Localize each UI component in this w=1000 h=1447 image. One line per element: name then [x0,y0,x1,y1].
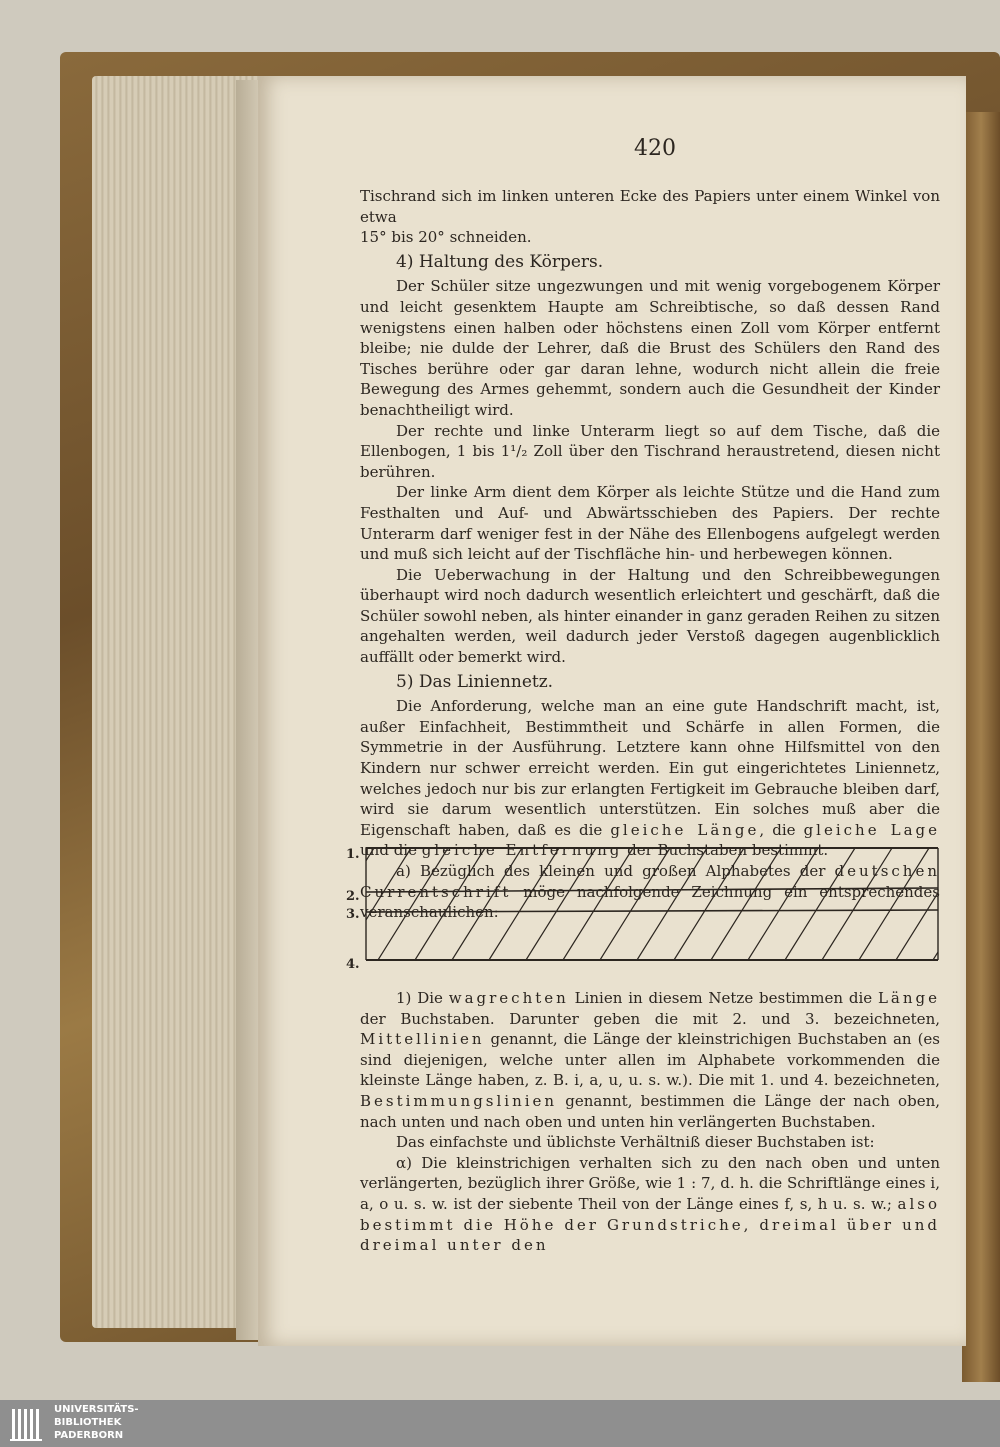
slant-line [489,848,559,960]
after-diagram-paragraph-2: Das einfachste und üblichste Verhältniß dieser Buchstaben ist: [396,1133,875,1152]
text-block-bottom [360,988,940,1256]
section-4-heading: 4) Haltung des Körpers. [396,251,604,272]
page-number: 420 [634,136,676,161]
text-run: α) Die kleinstrichigen verhalten sich zu den nach oben und unten verlängerten, bezüglich ihrer Größe, wie 1 : 7, d. h. die Schriftlänge eines i, a, o u. s. w. ist der siebente Theil von der Länge eines f, s, h u. s. w.; [360,1153,940,1213]
text-run: a) Bezüglich des kleinen und großen Alphabetes der [396,862,835,880]
emphasis-text: gleiche Länge [610,820,760,839]
line-label-2: 2. [346,889,360,904]
slant-line [344,848,411,960]
after-diagram-paragraph-3 [360,1153,940,1256]
slant-line [526,848,596,960]
text-run: und die [360,841,422,860]
text-run: 1) Die [396,989,449,1007]
slant-line [896,848,944,960]
text-run: genannt, bestimmen die Länge der nach oben, nach unten und nach oben und unten hin verlängerten Buchstaben. [360,1091,940,1131]
emphasis-text: Bestimmungslinien [360,1091,558,1110]
after-diagram-paragraph-1 [360,988,940,1132]
library-footer [0,1400,1000,1447]
text-block-top [360,186,940,923]
emphasis-text: also bestimmt die Höhe der Grundstriche, dreimal über und dreimal unter den [360,1194,940,1255]
slant-line [711,848,781,960]
line-2-middle [366,888,938,892]
text-run: möge nachfolgende Zeichnung ein entsprechendes veranschaulichen: [360,882,940,922]
slant-line [415,848,485,960]
book-cover-edge [962,112,1000,1382]
slant-line [637,848,707,960]
emphasis-text: gleiche Lage [803,820,940,839]
slant-line [600,848,670,960]
text-run: der Buchstaben. Darunter geben die mit 2. und 3. bezeichneten, [360,1009,940,1028]
slant-line [378,848,448,960]
slant-line [452,848,522,960]
emphasis-text: wagrechten [448,989,569,1007]
library-name-line-2: BIBLIOTHEK [54,1417,122,1428]
section-4-paragraph-4: Die Ueberwachung in der Haltung und den Schreibbewegungen überhaupt wird noch dadurch wesentlich erleichtert und geschärft, daß die Schüler sowohl neben, als hinter einander in ganz geraden Reihen zu sitzen angehalten werden, weil dadurch jeder Verstoß dagegen augenblicklich auffällt oder bemerkt wird. [360,565,941,667]
slant-line [563,848,633,960]
slant-line [344,848,374,960]
library-name [54,1403,139,1442]
line-grid-diagram [344,840,944,970]
library-name-line-3: PADERBORN [54,1430,124,1441]
intro-line-1: Tischrand sich im linken unteren Ecke des Papiers unter einem Winkel von etwa [360,187,940,226]
line-label-4: 4. [346,957,360,970]
section-4-paragraph-1: Der Schüler sitze ungezwungen und mit wenig vorgebogenem Körper und leicht gesenktem Haupte am Schreibtische, so daß dessen Rand wenigstens einen halben oder höchstens einen Zoll vom Körper entfernt bleibe; nie dulde der Lehrer, daß die Brust des Schülers den Rand des Tisches berühre oder gar daran lehne, wodurch nicht allein die freie Bewegung des Armes gehemmt, sondern auch die Gesundheit der Kinder benachtheiligt wird. [360,277,940,419]
text-run: Die Anforderung, welche man an eine gute Handschrift macht, ist, außer Einfachheit, Bestimmtheit und Schärfe in allen Formen, die Symmetrie in der Ausführung. Letztere kann ohne Hilfsmittel von den Kindern nur schwer erreicht werden. Ein gut eingerichtetes Liniennetz, welches jedoch nur bis zur erlangten Fertigkeit im Gebrauche bleiben darf, wird sie darum wesentlich unterstützen. Ein solches muß aber die Eigenschaft haben, daß es die [360,697,940,839]
section-5-heading: 5) Das Liniennetz. [396,671,554,692]
library-name-line-1: UNIVERSITÄTS- [54,1404,139,1415]
emphasis-text: gleiche Entfernung [421,841,623,860]
line-label-3: 3. [346,907,360,922]
section-4-paragraph-2: Der rechte und linke Unterarm liegt so auf dem Tische, daß die Ellenbogen, 1 bis 1¹/₂ Zoll über den Tischrand heraustretend, diesen nicht berühren. [360,421,940,481]
slant-line [748,848,818,960]
text-run: der Buchstaben bestimmt. [622,841,829,860]
text-run: Linien in diesem Netze bestimmen die [568,989,878,1007]
slant-line [822,848,892,960]
slant-line [859,848,929,960]
slant-lines [344,848,944,960]
line-label-1: 1. [346,847,360,862]
text-run: , die [759,820,804,839]
emphasis-text: Länge [877,989,940,1007]
library-logo-icon [8,1405,46,1443]
slant-line [785,848,855,960]
intro-line-2: 15° bis 20° schneiden. [360,228,532,247]
slant-line [674,848,744,960]
section-5-paragraph-1 [360,696,940,861]
emphasis-text: deutschen Currentschrift [360,862,940,901]
text-run: genannt, die Länge der kleinstrichigen Buchstaben an (es sind diejenigen, welche unter allen im Alphabete vorkommenden die kleinste Länge haben, z. B. i, a, u, u. s. w.). Die mit 1. und 4. bezeichneten, [360,1030,940,1090]
section-4-paragraph-3: Der linke Arm dient dem Körper als leichte Stütze und die Hand zum Festhalten und Auf- und Abwärtsschieben des Papiers. Der rechte Unterarm darf weniger fest in der Nähe des Ellenbogens aufgelegt werden und muß sich leicht auf der Tischfläche hin- und herbewegen können. [360,483,940,564]
emphasis-text: Mittellinien [360,1030,485,1049]
